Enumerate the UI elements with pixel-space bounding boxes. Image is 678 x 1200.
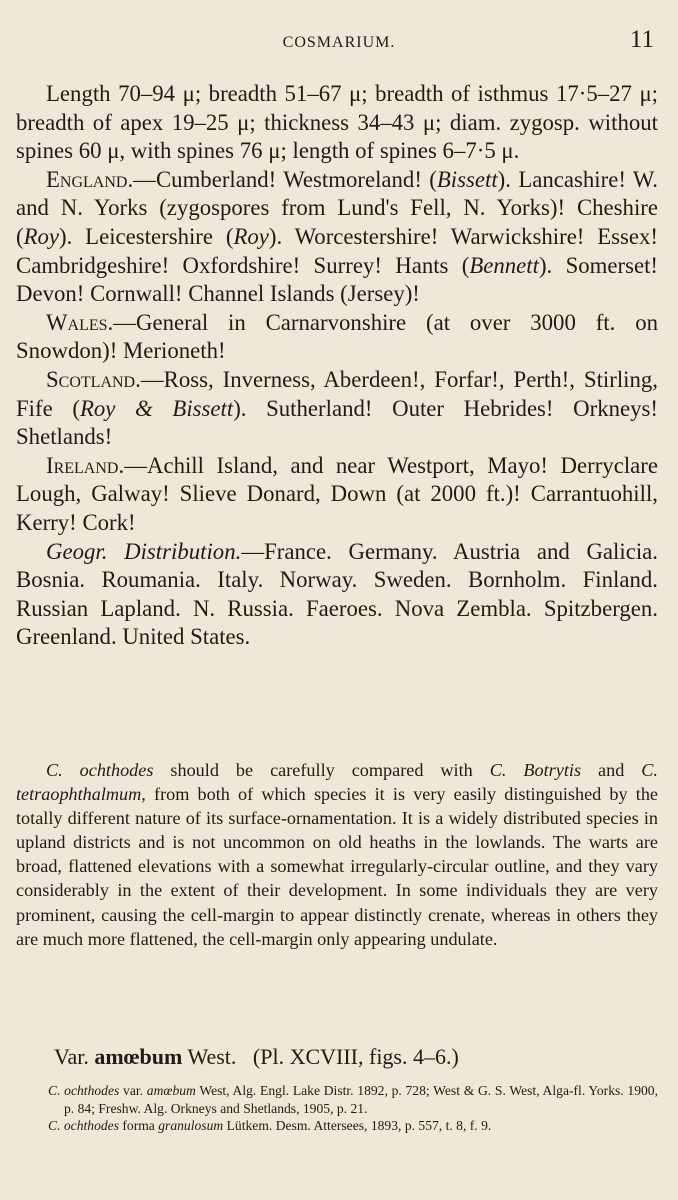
- commentary-text-2: and: [581, 760, 642, 780]
- ireland-paragraph: [16, 452, 658, 538]
- ireland-text: —Achill Island, and near Westport, Mayo! Derryclare Lough, Galway! Slieve Donard, Down (at 2000 ft.)! Carrantuohill, Kerry! Cork!: [16, 452, 658, 535]
- reference-entry: [48, 1117, 658, 1135]
- reference-text-b: West, Alg. Engl. Lake Distr. 1892, p. 728; West & G. S. West, Alga-fl. Yorks. 1900, p. 84; Freshw. Alg. Orkneys and Shetlands, 1905, p. 21.: [64, 1083, 658, 1116]
- england-bissett: Bissett: [436, 166, 498, 192]
- distribution-label: Geogr. Distribution.: [46, 538, 242, 564]
- commentary-species-3: C. tetraophthalmum,: [16, 760, 658, 805]
- measurements-paragraph: Length 70–94 μ; breadth 51–67 μ; breadth of isthmus 17·5–27 μ; breadth of apex 19–25 μ; thickness 34–43 μ; diam. zygosp. without spines 60 μ, with spines 76 μ; length of spines 6–7·5 μ.: [16, 81, 658, 164]
- reference-species: C. ochthodes: [48, 1118, 119, 1133]
- england-text-a: —Cumberland! Westmoreland! (: [133, 166, 437, 192]
- commentary-species-1: C. ochthodes: [46, 760, 154, 780]
- england-text-c: ). Leicestershire (: [59, 223, 234, 249]
- variety-name: amœbum: [94, 1044, 183, 1069]
- reference-variety: amœbum: [146, 1083, 196, 1098]
- references: [48, 1082, 658, 1135]
- page-header: [0, 26, 678, 56]
- scotland-text-a: —Ross, Inverness, Aberdeen!, Forfar!, Perth!, Stirling, Fife (: [16, 366, 658, 421]
- england-bennett: Bennett: [469, 252, 539, 278]
- reference-entry: [48, 1082, 658, 1117]
- ireland-label: Ireland.: [46, 452, 125, 478]
- england-paragraph: [16, 166, 658, 309]
- commentary: [16, 758, 658, 951]
- england-text-e: ). Somerset! Devon! Cornwall! Channel Islands (Jersey)!: [16, 252, 658, 307]
- england-roy-1: Roy: [23, 223, 60, 249]
- england-text-b: ). Lancashire! W. and N. Yorks (zygospores from Lund's Fell, N. Yorks)! Cheshire (: [16, 166, 658, 249]
- variety-author: West.: [182, 1044, 237, 1069]
- wales-label: Wales.: [46, 309, 114, 335]
- reference-species: C. ochthodes: [48, 1083, 120, 1098]
- wales-text: —General in Carnarvonshire (at over 3000 ft. on Snowdon)! Merioneth!: [16, 309, 658, 364]
- england-label: England.: [46, 166, 134, 192]
- commentary-text-3: from both of which species it is very easily distinguished by the totally different nature of its surface-ornamentation. It is a widely distributed species in upland districts and is not uncommon on old heaths in the lowlands. The warts are broad, flattened elevations with a somewhat irregularly-circular outline, and they vary considerably in the extent of their development. In some individuals they are very prominent, causing the cell-margin to appear distinctly crenate, whereas in others they are much more flattened, the cell-margin only appearing undulate.: [16, 784, 658, 949]
- reference-variety: granulosum: [158, 1118, 224, 1133]
- scotland-roy-bissett: Roy & Bissett: [79, 395, 234, 421]
- distribution-paragraph: [16, 538, 658, 652]
- variety-plate: (Pl. XCVIII, figs. 4–6.): [252, 1044, 459, 1069]
- commentary-text-1: should be carefully compared with: [153, 760, 490, 780]
- reference-text-b: Lütkem. Desm. Attersees, 1893, p. 557, t. 8, f. 9.: [223, 1118, 492, 1133]
- scotland-label: Scotland.: [46, 366, 141, 392]
- main-text: [16, 80, 658, 652]
- distribution-text: —France. Germany. Austria and Galicia. Bosnia. Roumania. Italy. Norway. Sweden. Bornholm. Finland. Russian Lapland. N. Russia. Faeroes. Nova Zembla. Spitzbergen. Greenland. United States.: [16, 538, 658, 650]
- scotland-text-b: ). Sutherland! Outer Hebrides! Orkneys! Shetlands!: [16, 395, 658, 450]
- running-head: COSMARIUM.: [282, 34, 396, 51]
- commentary-paragraph: [16, 758, 658, 951]
- scotland-paragraph: [16, 366, 658, 452]
- wales-paragraph: [16, 309, 658, 366]
- page-number: 11: [629, 26, 654, 53]
- commentary-species-2: C. Botrytis: [489, 760, 582, 780]
- variety-heading: [54, 1043, 664, 1071]
- england-roy-2: Roy: [233, 223, 269, 249]
- variety-prefix: Var.: [54, 1044, 95, 1069]
- england-text-d: ). Worcestershire! Warwickshire! Essex! Cambridgeshire! Oxfordshire! Surrey! Hants (: [16, 223, 659, 278]
- reference-text-a: var.: [119, 1083, 147, 1098]
- reference-text-a: forma: [118, 1118, 159, 1133]
